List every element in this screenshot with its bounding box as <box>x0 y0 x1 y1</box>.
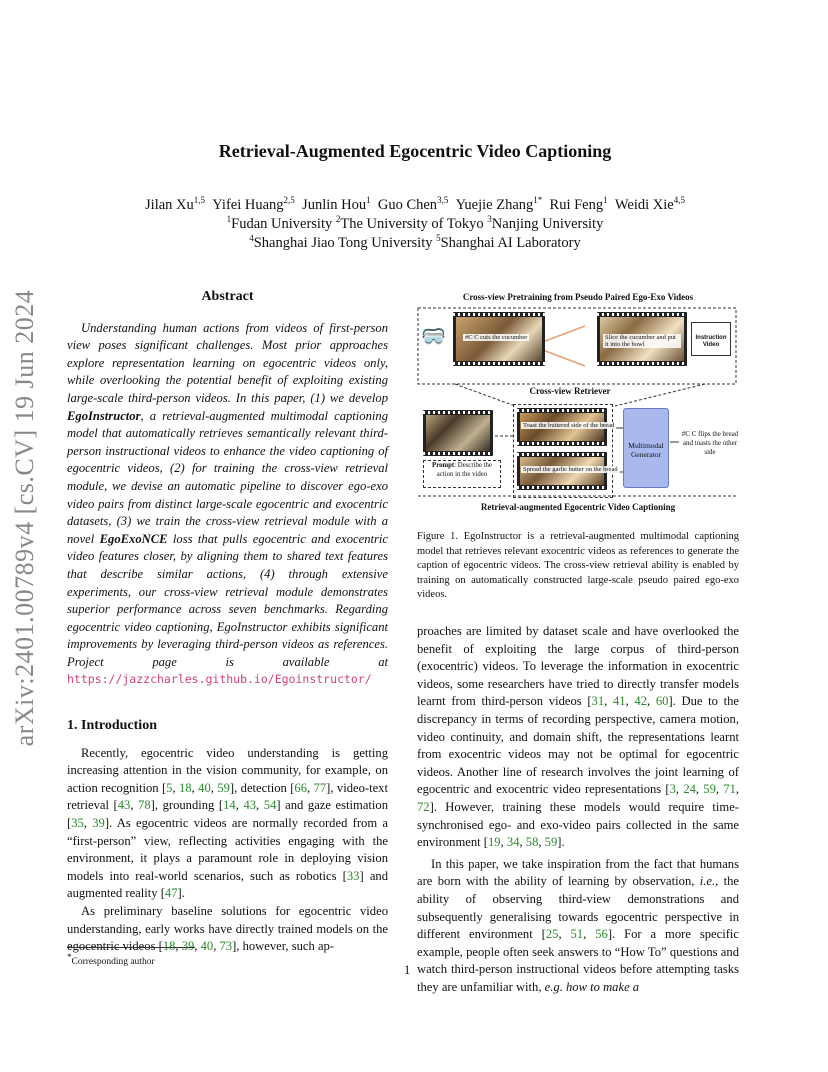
citation-link[interactable]: 51 <box>570 927 584 942</box>
page-number: 1 <box>404 963 411 977</box>
citation-link[interactable]: 41 <box>612 694 626 709</box>
intro-paragraph-2: As preliminary baseline solutions for egocentric video understanding, early works have directly trained models on the egocentric videos [18, 39, 40, 73], however, such ap- <box>67 904 388 954</box>
citation-link[interactable]: 34 <box>506 835 520 850</box>
citation-link[interactable]: 59 <box>703 782 716 797</box>
citation-link[interactable]: 40 <box>200 939 214 954</box>
citation-link[interactable]: 77 <box>313 780 327 795</box>
citation-link[interactable]: 78 <box>138 798 151 813</box>
citation-link[interactable]: 72 <box>417 799 430 814</box>
citation-link[interactable]: 40 <box>198 780 211 795</box>
ego-video-clip: #C C cuts the cucumber <box>453 312 545 366</box>
figure-1 <box>415 292 741 520</box>
footnote: *Corresponding author <box>67 952 155 968</box>
project-page-link[interactable]: https://jazzcharles.github.io/Egoinstructor/ <box>67 672 372 687</box>
arxiv-identifier: arXiv:2401.00789v4 [cs.CV] 19 Jun 2024 <box>10 289 39 747</box>
citation-link[interactable]: 31 <box>591 694 605 709</box>
intro-paragraph-1: Recently, egocentric video understanding is getting increasing attention in the vision community, for example, on action recognition [5, 18, 40, 59], detection [66, 77], video-text retrieval [43, 78], grounding [14, 43, 54] and gaze estimation [35, 39]. As egocentric videos are normally recorded from a “first-person” view, reflecting activities engaging with the environment, it plays a paramount role in deploying vision models into real-world scenarios, such as robotics [33] and augmented reality [47]. <box>67 745 389 901</box>
citation-link[interactable]: 43 <box>243 798 257 813</box>
multimodal-generator-block: Multimodal Generator <box>623 408 669 488</box>
citation-link[interactable]: 47 <box>164 886 178 901</box>
figure-caption: Figure 1. EgoInstructor is a retrieval-augmented multimodal captioning model that retrieves relevant exocentric videos as references to generate the caption of egocentric videos. The cross-view retrieval ability is enabled by training on automatically constructed large-scale pseudo paired ego-exo videos. <box>417 531 739 601</box>
exo-video-clip: Slice the cucumber and put it into the bowl <box>597 312 687 366</box>
citation-link[interactable]: 66 <box>294 780 308 795</box>
citation-link[interactable]: 35 <box>71 816 84 831</box>
author: Rui Feng$^1$ <box>549 195 608 213</box>
affiliations-line-2: $^4$Shanghai Jiao Tong University $^5$Shanghai AI Laboratory <box>249 233 581 251</box>
intro-paragraph-3: In this paper, we take inspiration from the fact that humans are born with the ability of learning by observation, i.e., the ability of observing third-view demonstrations and subsequently generalising towards egocentric perspective in different environment [25, 51, 56]. For a more specific example, people often seek answers to “How To” questions and watch third-person instructional videos before attempting tasks they are unfamiliar with, e.g. how to make a <box>417 856 740 994</box>
query-ego-clip <box>423 410 493 456</box>
citation-link[interactable]: 54 <box>263 798 277 813</box>
citation-link[interactable]: 39 <box>92 816 105 831</box>
retrieved-exo-clip-2: Spread the garlic butter on the bread <box>517 452 607 490</box>
citation-link[interactable]: 58 <box>525 835 539 850</box>
citation-link[interactable]: 71 <box>723 782 736 797</box>
citation-link[interactable]: 5 <box>166 780 173 795</box>
author: Guo Chen$^{3,5}$ <box>377 195 449 213</box>
citation-link[interactable]: 39 <box>181 939 195 954</box>
author-list <box>60 195 770 214</box>
author: Junlin Hou$^1$ <box>302 195 371 213</box>
retrieved-exo-clip-1: Toast the buttered side of the bread <box>517 408 607 446</box>
generated-caption: #C C flips the bread and toasts the other side <box>681 430 739 456</box>
model-name-egoinstructor: EgoInstructor <box>67 408 141 423</box>
citation-link[interactable]: 14 <box>223 798 236 813</box>
citation-link[interactable]: 33 <box>346 868 360 883</box>
citation-link[interactable]: 59 <box>544 835 558 850</box>
author: Jilan Xu$^{1,5}$ <box>145 195 206 213</box>
citation-link[interactable]: 42 <box>634 694 648 709</box>
author: Weidi Xie$^{4,5}$ <box>614 195 685 213</box>
paper-title: Retrieval-Augmented Egocentric Video Captioning <box>218 141 612 161</box>
vr-headset-icon: 🥽 <box>421 326 446 348</box>
affiliations-line-1: $^1$Fudan University $^2$The University of Tokyo $^3$Nanjing University <box>226 214 604 232</box>
citation-link[interactable]: 43 <box>117 798 131 813</box>
left-column <box>67 288 388 956</box>
intro-heading: 1. Introduction <box>67 718 157 734</box>
right-column <box>417 623 739 996</box>
figure-bottom-title: Retrieval-augmented Egocentric Video Captioning <box>480 502 676 512</box>
abstract-text: Understanding human actions from videos of first-person view poses significant challenges. Most prior approaches explore representation learning on egocentric videos only, while overlooking the potential benefit of exploiting existing large-scale third-person videos. In this paper, (1) we develop EgoInstructor, a retrieval-augmented multimodal captioning model that automatically retrieves semantically relevant third-person instructional videos to enhance the video captioning of egocentric videos, (2) for training the cross-view retrieval module, we devise an automatic pipeline to discover ego-exo video pairs from distinct large-scale egocentric and exocentric datasets, (3) we train the cross-view retrieval module with a novel EgoExoNCE loss that pulls egocentric and exocentric video features closer, by aligning them to shared text features that describe similar actions, (4) through extensive experiments, our cross-view retrieval module demonstrates superior performance across seven benchmarks. Regarding egocentric video captioning, EgoInstructor exhibits significant improvements by leveraging third-person videos as references. Project page is available at https://jazzcharles.github.io/Egoinstructor/ <box>67 320 388 687</box>
cross-view-retriever-label: Cross-view Retriever <box>529 386 611 396</box>
citation-link[interactable]: 56 <box>595 927 608 942</box>
citation-link[interactable]: 59 <box>217 780 230 795</box>
instruction-video-icon: Instruction Video <box>691 322 731 356</box>
intro-paragraph-2-continued: proaches are limited by dataset scale and have overlooked the benefit of exploiting the large corpus of third-person (exocentric) videos. To leverage the information in exocentric videos, some researchers have tried to directly transfer models learnt from third-person videos [31, 41, 42, 60]. Due to the discrepancy in terms of recording perspective, camera motion, video continuity, and domain shift, the representations learnt from exocentric videos may not be optimal for egocentric videos. Another line of research involves the joint learning of egocentric and exocentric video representations [3, 24, 59, 71, 72]. However, training these models would require time-synchronised ego- and exo-video pairs collected in the same environment [19, 34, 58, 59]. <box>417 624 740 850</box>
citation-link[interactable]: 18 <box>179 780 192 795</box>
abstract-heading: Abstract <box>201 289 254 304</box>
citation-link[interactable]: 19 <box>488 835 501 850</box>
prompt-box: Prompt: Describe the action in the video <box>423 460 501 488</box>
citation-link[interactable]: 3 <box>669 782 676 797</box>
footnote-rule <box>67 947 195 948</box>
citation-link[interactable]: 18 <box>162 939 176 954</box>
author: Yuejie Zhang$^{1*}$ <box>455 195 543 213</box>
citation-link[interactable]: 24 <box>683 782 696 797</box>
citation-link[interactable]: 73 <box>219 939 233 954</box>
figure-top-title: Cross-view Pretraining from Pseudo Paired Ego-Exo Videos <box>462 292 694 302</box>
citation-link[interactable]: 60 <box>655 694 669 709</box>
loss-name-egoexonce: EgoExoNCE <box>99 531 168 546</box>
citation-link[interactable]: 25 <box>545 927 559 942</box>
author: Yifei Huang$^{2,5}$ <box>212 195 295 213</box>
